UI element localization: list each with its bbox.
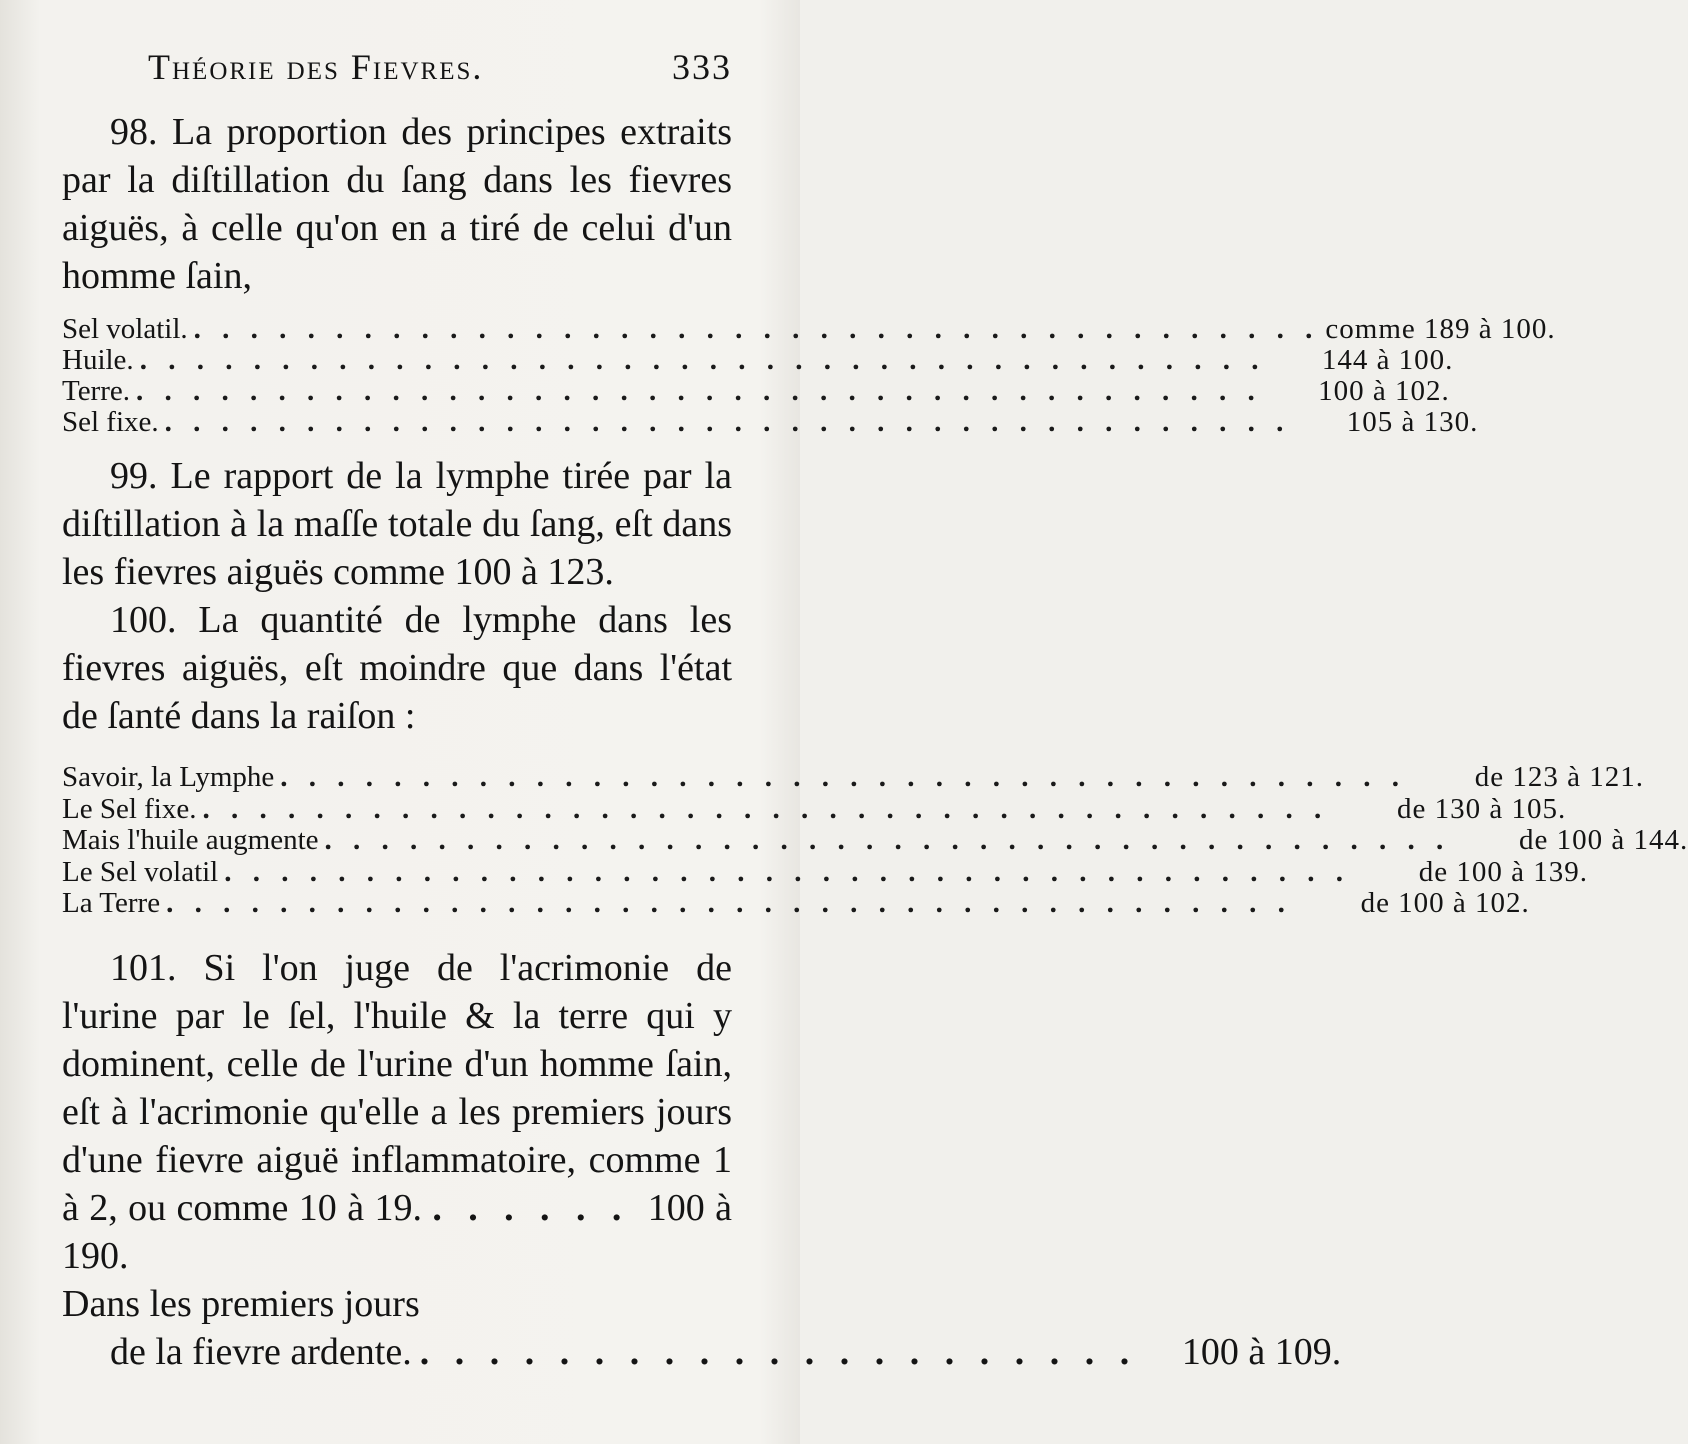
paragraph-101-text: 101. Si l'on juge de l'acrimonie de l'urine par le ſel, l'huile & la terre qui y dominent, celle de l'urine d'un homme ſain, eſt à l'acrimonie qu'elle a les premiers jours d'une fievre aiguë inflammatoire, comme 1 à 2, ou comme 10 à 19. (62, 946, 732, 1229)
row-value: 105 à 130. (1346, 406, 1479, 438)
leader-dots (202, 794, 1328, 826)
paragraph-101-continued: Dans les premiers jours (62, 1282, 420, 1325)
row-label: Terre. (62, 375, 130, 407)
table-row (62, 855, 1588, 889)
leader-dots (165, 407, 1291, 438)
row-value: 144 à 100. (1321, 344, 1454, 376)
table-row (62, 792, 1567, 826)
paragraph-101-ratio: 100 à 190. (62, 1186, 732, 1277)
row-label: Sel fixe. (62, 406, 159, 438)
table-row (62, 824, 1688, 857)
table-row (62, 761, 1645, 794)
row-value: comme 189 à 100. (1325, 313, 1556, 345)
table-row (62, 887, 1530, 920)
row-value: de 130 à 105. (1396, 792, 1567, 825)
row-value: 100 à 102. (1318, 375, 1450, 407)
row-label: Mais l'huile augmente (62, 824, 319, 856)
leader-dots (325, 825, 1451, 857)
leader-dots (224, 857, 1350, 889)
table-row (62, 406, 1479, 438)
row-value: de 100 à 144. (1519, 824, 1688, 856)
row-value: de 100 à 102. (1360, 887, 1530, 919)
distillation-table (62, 313, 1556, 438)
running-head (62, 46, 732, 108)
paragraph-99: 99. Le rapport de la lymphe tirée par la diſtillation à la maſſe totale du ſang, eſt dans les fievres aiguës comme 100 à 123. (62, 455, 732, 593)
table-row (62, 344, 1454, 376)
table-row (62, 375, 1450, 407)
row-label: Huile. (62, 344, 134, 376)
row-label: La Terre (62, 887, 161, 919)
row-value: de 100 à 139. (1418, 855, 1588, 888)
row-label: de la fievre ardente. (110, 1330, 412, 1373)
row-value: 100 à 109. (1181, 1330, 1342, 1373)
leader-dots (136, 376, 1262, 407)
leader-dots (194, 314, 1320, 345)
running-title: Théorie des Fievres. (148, 47, 484, 87)
row-label: Le Sel volatil (62, 855, 219, 888)
paragraph-100: 100. La quantité de lymphe dans les fievres aiguës, eſt moindre que dans l'état de ſanté dans la raiſon : (62, 599, 732, 737)
leader-dots (420, 1328, 1138, 1376)
row-label: Le Sel fixe. (62, 792, 197, 825)
paragraph-98: 98. La proportion des principes extraits par la diſtillation du ſang dans les fievres aiguës, à celle qu'on en a tiré de celui d'un homme ſain, (62, 111, 732, 297)
lymph-table (62, 761, 1688, 920)
table-row (62, 313, 1556, 345)
leader-dots (280, 762, 1406, 794)
row-value: de 123 à 121. (1474, 761, 1645, 793)
leader-dots (140, 345, 1266, 376)
row-label: Savoir, la Lymphe (62, 761, 275, 793)
row-label: Sel volatil. (62, 313, 188, 345)
leader-dots: . . . . . . (432, 1186, 648, 1229)
page-number: 333 (672, 47, 732, 87)
leader-dots (166, 888, 1292, 920)
paragraph-101 (62, 944, 732, 1280)
ardent-fever-line (62, 1328, 1342, 1376)
